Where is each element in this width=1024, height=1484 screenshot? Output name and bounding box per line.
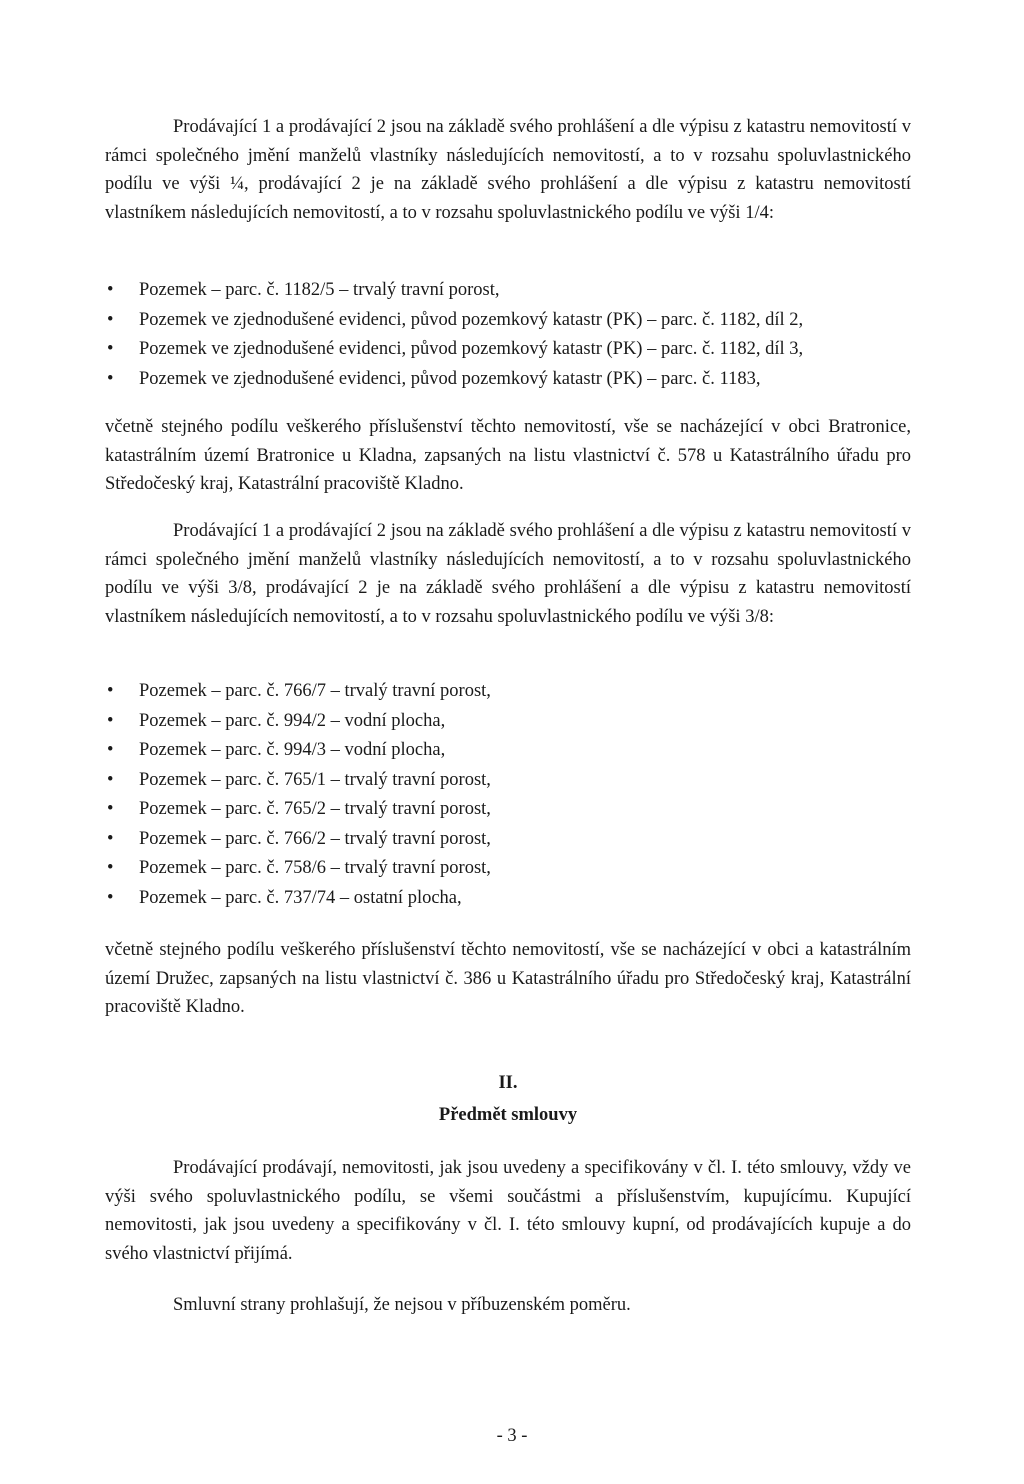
list-item: • Pozemek ve zjednodušené evidenci, původ pozemkový katastr (PK) – parc. č. 1183, <box>105 365 911 395</box>
list-item: • Pozemek ve zjednodušené evidenci, původ pozemkový katastr (PK) – parc. č. 1182, díl 3, <box>105 335 911 365</box>
list-item: • Pozemek – parc. č. 1182/5 – trvalý travní porost, <box>105 276 911 306</box>
section1-closing-block <box>105 413 911 499</box>
list-item: • Pozemek – parc. č. 766/7 – trvalý travní porost, <box>105 677 911 707</box>
section1-intro-paragraph: Prodávající 1 a prodávající 2 jsou na základě svého prohlášení a dle výpisu z katastru nemovitostí v rámci společného jmění manželů vlastníky následujících nemovitostí, a to v rozsahu spoluvlastnického podílu ve výši ¼, prodávající 2 je na základě svého prohlášení a dle výpisu z katastru nemovitostí vlastníkem následujících nemovitostí, a to v rozsahu spoluvlastnického podílu ve výši 1/4: <box>105 117 911 223</box>
list-item: • Pozemek – parc. č. 758/6 – trvalý travní porost, <box>105 854 911 884</box>
bullet-icon: • <box>107 769 114 790</box>
article-number: II. <box>498 1073 518 1093</box>
bullet-icon: • <box>107 887 114 908</box>
bullet-icon: • <box>107 309 114 330</box>
list-item: • Pozemek – parc. č. 994/2 – vodní plocha, <box>105 707 911 737</box>
bullet-icon: • <box>107 828 114 849</box>
section1-closing-paragraph: včetně stejného podílu veškerého příslušenství těchto nemovitostí, vše se nacházející v obci Bratronice, katastrálním území Bratronice u Kladna, zapsaných na listu vlastnictví č. 578 u Katastrálního úřadu pro Středočeský kraj, Katastrální pracoviště Kladno. <box>105 417 911 494</box>
article-statement-block <box>105 1291 911 1320</box>
section2-list-block <box>105 677 911 913</box>
list-item: • Pozemek – parc. č. 737/74 – ostatní plocha, <box>105 884 911 914</box>
bullet-icon: • <box>107 339 114 359</box>
section1 <box>105 113 911 227</box>
bullet-icon: • <box>107 368 114 389</box>
section2-parcel-list <box>105 677 911 913</box>
article-body <box>105 1154 911 1268</box>
bullet-icon: • <box>107 740 114 760</box>
article-paragraph-2: Smluvní strany prohlašují, že nejsou v příbuzenském poměru. <box>173 1295 631 1315</box>
section2-closing-block <box>105 936 911 1022</box>
article-title: Předmět smlouvy <box>438 1105 578 1125</box>
bullet-icon: • <box>107 858 114 878</box>
page-number: - 3 - <box>496 1426 528 1446</box>
list-item: • Pozemek – parc. č. 766/2 – trvalý travní porost, <box>105 825 911 855</box>
section2 <box>105 517 911 631</box>
bullet-icon: • <box>107 280 114 300</box>
bullet-icon: • <box>107 681 114 701</box>
section2-closing-paragraph: včetně stejného podílu veškerého příslušenství těchto nemovitostí, vše se nacházející v obci a katastrálním území Družec, zapsaných na listu vlastnictví č. 386 u Katastrálního úřadu pro Středočeský kraj, Katastrální pracoviště Kladno. <box>105 940 911 1017</box>
bullet-icon: • <box>107 710 114 731</box>
section1-parcel-list <box>105 276 911 394</box>
list-item: • Pozemek ve zjednodušené evidenci, původ pozemkový katastr (PK) – parc. č. 1182, díl 2, <box>105 306 911 336</box>
list-item: • Pozemek – parc. č. 765/2 – trvalý travní porost, <box>105 795 911 825</box>
section1-list-block <box>105 276 911 394</box>
section2-intro-paragraph: Prodávající 1 a prodávající 2 jsou na základě svého prohlášení a dle výpisu z katastru nemovitostí v rámci společného jmění manželů vlastníky následujících nemovitostí, a to v rozsahu spoluvlastnického podílu ve výši 3/8, prodávající 2 je na základě svého prohlášení a dle výpisu z katastru nemovitostí vlastníkem následujících nemovitostí, a to v rozsahu spoluvlastnického podílu ve výši 3/8: <box>105 521 911 627</box>
bullet-icon: • <box>107 799 114 819</box>
list-item: • Pozemek – parc. č. 765/1 – trvalý travní porost, <box>105 766 911 796</box>
article-paragraph-1: Prodávající prodávají, nemovitosti, jak jsou uvedeny a specifikovány v čl. I. této smlouvy, vždy ve výši svého spoluvlastnického podílu, se všemi součástmi a příslušenstvím, kupujícímu. Kupující nemovitosti, jak jsou uvedeny a specifikovány v čl. I. této smlouvy kupní, od prodávajících kupuje a do svého vlastnictví přijímá. <box>105 1158 911 1264</box>
list-item: • Pozemek – parc. č. 994/3 – vodní plocha, <box>105 736 911 766</box>
